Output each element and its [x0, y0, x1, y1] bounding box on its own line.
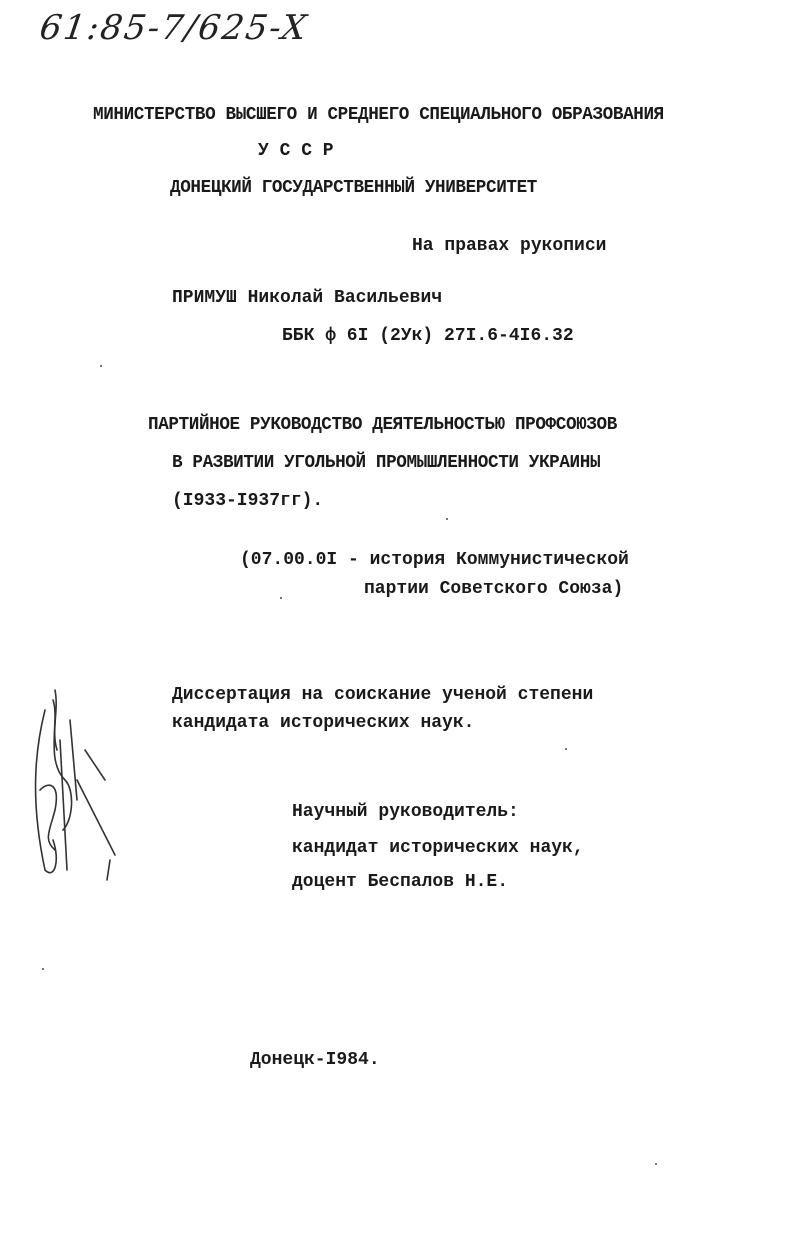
author-name: ПРИМУШ Николай Васильевич	[172, 288, 443, 308]
supervisor-label: Научный руководитель:	[292, 802, 519, 822]
title-line-3: (I933-I937гг).	[172, 491, 324, 511]
specialty-line-2: партии Советского Союза)	[364, 579, 624, 599]
handwritten-signature	[15, 680, 125, 890]
place-and-year: Донецк-I984.	[250, 1050, 380, 1070]
classification-code: ББК ф 6I (2Ук) 27I.6-4I6.32	[282, 326, 574, 346]
republic-heading: У С С Р	[258, 141, 334, 161]
title-line-2: В РАЗВИТИИ УГОЛЬНОЙ ПРОМЫШЛЕННОСТИ УКРАИНЫ	[172, 453, 601, 473]
university-heading: ДОНЕЦКИЙ ГОСУДАРСТВЕННЫЙ УНИВЕРСИТЕТ	[170, 178, 537, 198]
manuscript-note: На правах рукописи	[412, 236, 607, 256]
specialty-line-1: (07.00.0I - история Коммунистической	[240, 550, 629, 570]
degree-line-1: Диссертация на соискание ученой степени	[172, 685, 594, 705]
title-line-1: ПАРТИЙНОЕ РУКОВОДСТВО ДЕЯТЕЛЬНОСТЬЮ ПРОФСОЮЗОВ	[148, 415, 617, 435]
ministry-heading: МИНИСТЕРСТВО ВЫСШЕГО И СРЕДНЕГО СПЕЦИАЛЬНОГО ОБРАЗОВАНИЯ	[93, 105, 664, 125]
degree-line-2: кандидата исторических наук.	[172, 713, 475, 733]
supervisor-line-1: кандидат исторических наук,	[292, 838, 584, 858]
supervisor-line-2: доцент Беспалов Н.Е.	[292, 872, 509, 892]
handwritten-catalog-code: 61:85-7/625-X	[37, 8, 311, 48]
